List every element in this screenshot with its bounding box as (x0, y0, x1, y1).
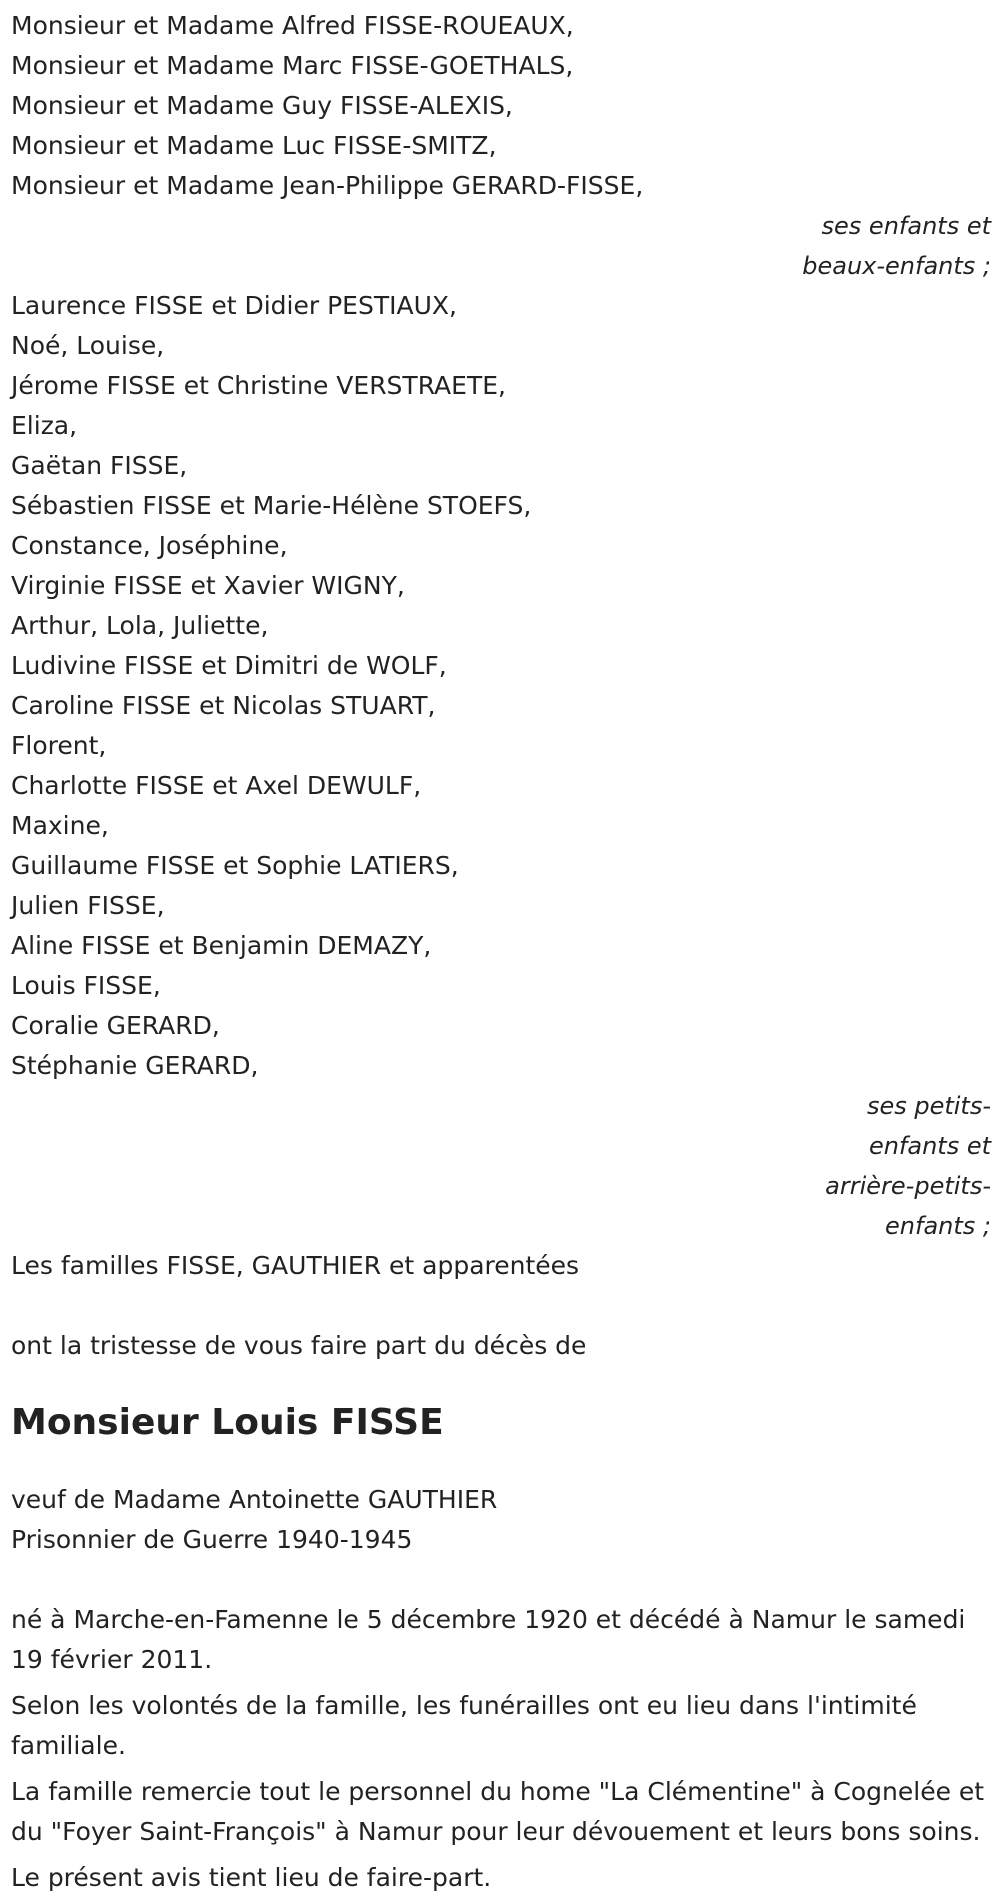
grandchild-name-line: Constance, Joséphine, (11, 531, 288, 560)
grandchild-name-line: Virginie FISSE et Xavier WIGNY, (11, 571, 405, 600)
families-line: Les familles FISSE, GAUTHIER et apparentées (11, 1251, 580, 1280)
child-name-line: Monsieur et Madame Alfred FISSE-ROUEAUX, (11, 11, 574, 40)
grandchild-name-line: Arthur, Lola, Juliette, (11, 611, 269, 640)
grandchild-name-line: Noé, Louise, (11, 331, 165, 360)
grandchild-name-line: Ludivine FISSE et Dimitri de WOLF, (11, 651, 447, 680)
children-role-label: ses enfants et beaux-enfants ; (802, 212, 991, 280)
spacer (11, 1560, 1000, 1600)
child-name-line: Monsieur et Madame Jean-Philippe GERARD-FISSE, (11, 171, 644, 200)
grandchild-name-line: Louis FISSE, (11, 971, 161, 1000)
grandchild-name-line: Caroline FISSE et Nicolas STUART, (11, 691, 436, 720)
widower-line: veuf de Madame Antoinette GAUTHIER (11, 1485, 498, 1514)
grandchild-name-line: Sébastien FISSE et Marie-Hélène STOEFS, (11, 491, 532, 520)
child-name-line: Monsieur et Madame Marc FISSE-GOETHALS, (11, 51, 574, 80)
children-list (11, 6, 991, 206)
grandchild-name-line: Maxine, (11, 811, 109, 840)
grandchild-name-line: Eliza, (11, 411, 78, 440)
thanks-paragraph: La famille remercie tout le personnel du home "La Clémentine" à Cognelée et du "Foyer Saint-François" à Namur pour leur dévouement et leurs bons soins. (11, 1777, 985, 1846)
notice-paragraph: Le présent avis tient lieu de faire-part. (11, 1863, 492, 1892)
grandchildren-list (11, 286, 991, 1086)
grandchild-name-line: Gaëtan FISSE, (11, 451, 188, 480)
birth-death-paragraph: né à Marche-en-Famenne le 5 décembre 1920 et décédé à Namur le samedi 19 février 2011. (11, 1605, 966, 1674)
grandchild-name-line: Aline FISSE et Benjamin DEMAZY, (11, 931, 432, 960)
announcement-line: ont la tristesse de vous faire part du décès de (11, 1331, 587, 1360)
spacer (11, 1450, 1000, 1480)
children-role-wrap (11, 206, 991, 286)
grandchild-name-line: Laurence FISSE et Didier PESTIAUX, (11, 291, 457, 320)
spacer (11, 1286, 1000, 1326)
grandchild-name-line: Florent, (11, 731, 107, 760)
grandchild-name-line: Guillaume FISSE et Sophie LATIERS, (11, 851, 459, 880)
grandchild-name-line: Jérome FISSE et Christine VERSTRAETE, (11, 371, 506, 400)
prisoner-line: Prisonnier de Guerre 1940-1945 (11, 1525, 413, 1554)
grandchild-name-line: Stéphanie GERARD, (11, 1051, 259, 1080)
grandchild-name-line: Charlotte FISSE et Axel DEWULF, (11, 771, 422, 800)
deceased-details (11, 1480, 1000, 1560)
grandchildren-role-wrap (11, 1086, 991, 1246)
grandchild-name-line: Julien FISSE, (11, 891, 165, 920)
deceased-name: Monsieur Louis FISSE (11, 1402, 444, 1443)
child-name-line: Monsieur et Madame Luc FISSE-SMITZ, (11, 131, 497, 160)
spacer (11, 1366, 1000, 1396)
funeral-paragraph: Selon les volontés de la famille, les funérailles ont eu lieu dans l'intimité familiale. (11, 1691, 917, 1760)
grandchildren-role-label: ses petits-enfants et arrière-petits-enfants ; (825, 1092, 991, 1240)
child-name-line: Monsieur et Madame Guy FISSE-ALEXIS, (11, 91, 513, 120)
grandchild-name-line: Coralie GERARD, (11, 1011, 220, 1040)
